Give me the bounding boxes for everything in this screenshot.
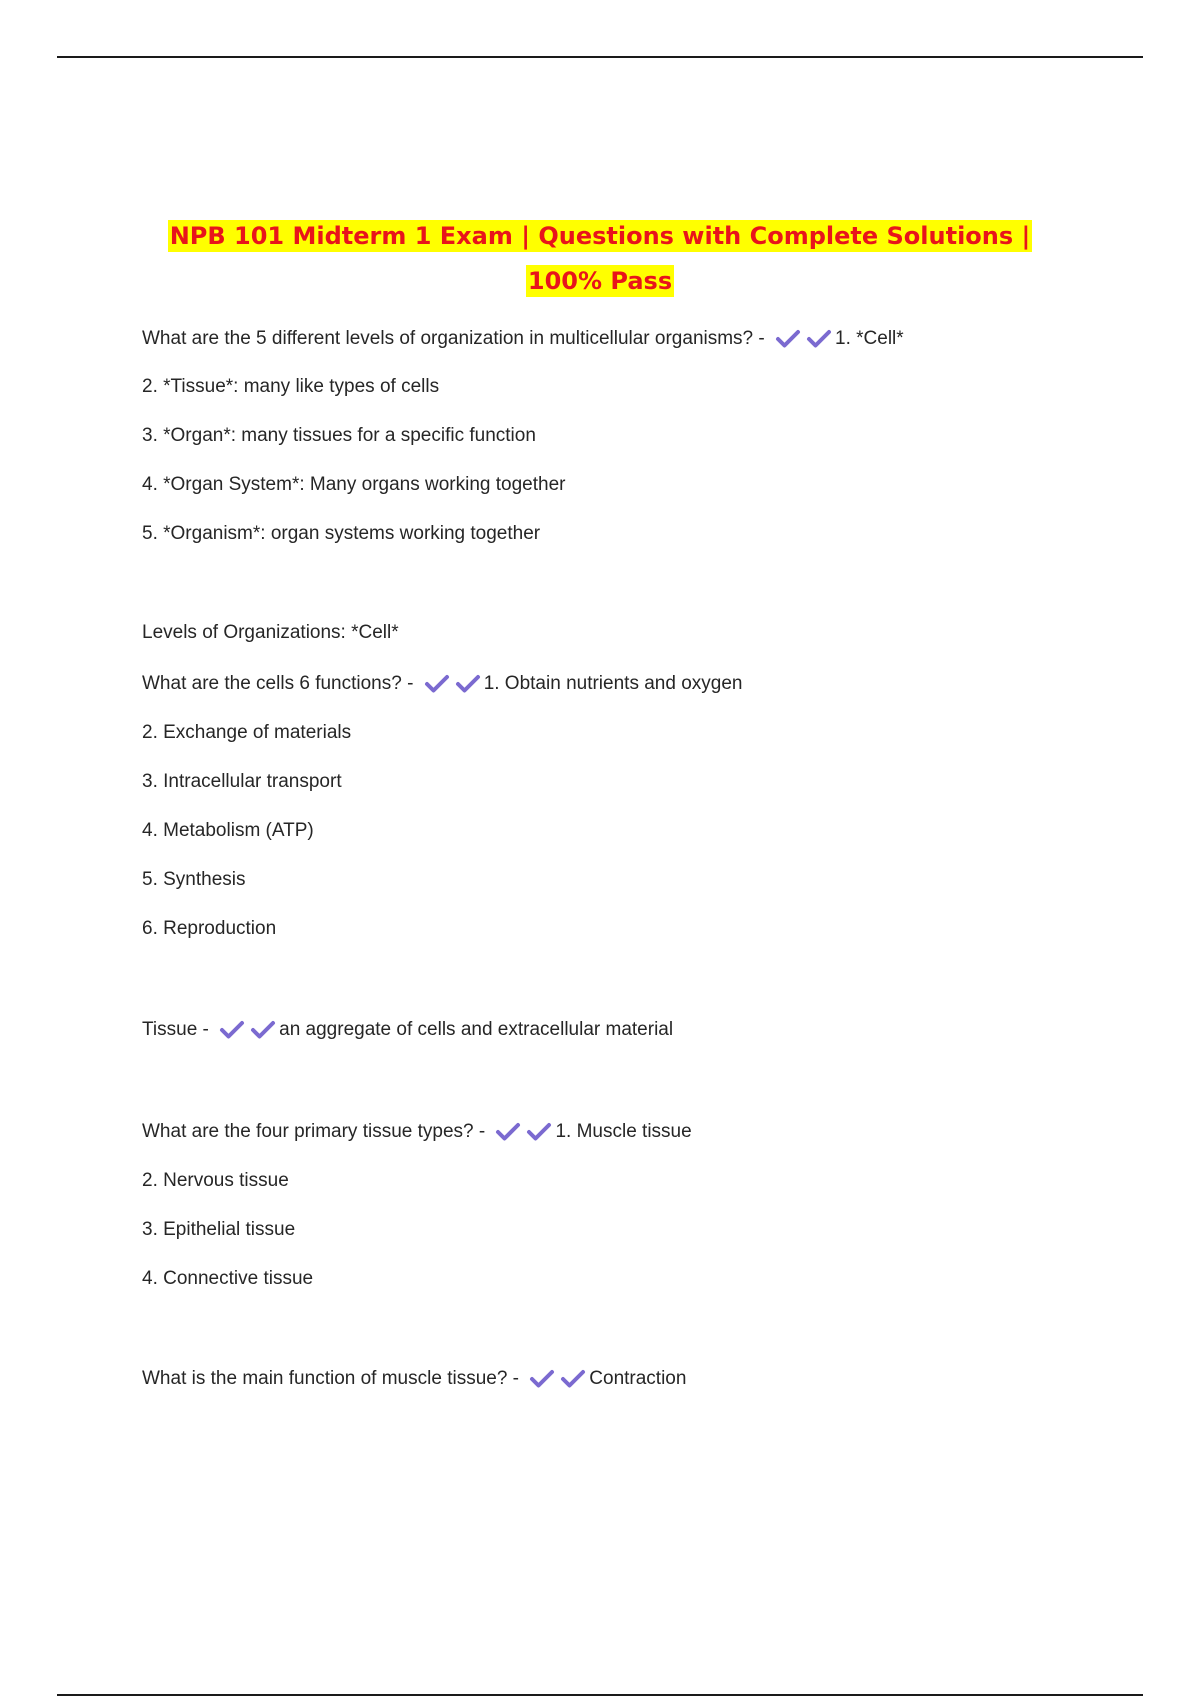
checkmark-icon <box>775 328 801 350</box>
answer-line: 5. *Organism*: organ systems working together <box>142 523 541 544</box>
answer-line: 5. Synthesis <box>142 869 246 890</box>
answer-line: 3. Epithelial tissue <box>142 1219 296 1240</box>
checkmark-icon <box>806 328 832 350</box>
question-text: Tissue - <box>142 1019 215 1040</box>
checkmark-icon <box>529 1368 555 1390</box>
answer-text: 1. Obtain nutrients and oxygen <box>483 673 743 694</box>
title-line-2: 100% Pass <box>527 267 673 295</box>
qa-line <box>142 1119 692 1145</box>
answer-line: 6. Reproduction <box>142 918 277 939</box>
question-text: What are the four primary tissue types? - <box>142 1121 491 1142</box>
answer-line: 3. Intracellular transport <box>142 771 342 792</box>
answer-text: 1. *Cell* <box>835 328 904 349</box>
checkmark-icon <box>560 1368 586 1390</box>
checkmark-icon <box>424 673 450 695</box>
checkmark-icon <box>526 1121 552 1143</box>
answer-line: 4. *Organ System*: Many organs working together <box>142 474 566 495</box>
checkmark-icon <box>250 1019 276 1041</box>
answer-line: 2. Nervous tissue <box>142 1170 289 1191</box>
qa-line <box>142 671 742 697</box>
question-text: What are the cells 6 functions? - <box>142 673 419 694</box>
answer-text: Contraction <box>589 1368 687 1389</box>
checkmark-icon <box>219 1019 245 1041</box>
answer-line: Levels of Organizations: *Cell* <box>142 622 399 643</box>
answer-line: 4. Metabolism (ATP) <box>142 820 314 841</box>
answer-line: 4. Connective tissue <box>142 1268 314 1289</box>
question-text: What are the 5 different levels of organization in multicellular organisms? - <box>142 328 771 349</box>
checkmark-icon <box>455 673 481 695</box>
qa-line <box>142 1017 673 1043</box>
qa-line <box>142 326 904 352</box>
answer-text: an aggregate of cells and extracellular material <box>279 1019 674 1040</box>
qa-line <box>142 1366 686 1392</box>
answer-line: 3. *Organ*: many tissues for a specific function <box>142 425 536 446</box>
answer-line: 2. Exchange of materials <box>142 722 352 743</box>
title-line-1: NPB 101 Midterm 1 Exam | Questions with Complete Solutions | <box>169 222 1031 250</box>
answer-line: 2. *Tissue*: many like types of cells <box>142 376 440 397</box>
checkmark-icon <box>495 1121 521 1143</box>
answer-text: 1. Muscle tissue <box>555 1121 692 1142</box>
bottom-rule <box>57 1694 1143 1696</box>
question-text: What is the main function of muscle tissue? - <box>142 1368 525 1389</box>
